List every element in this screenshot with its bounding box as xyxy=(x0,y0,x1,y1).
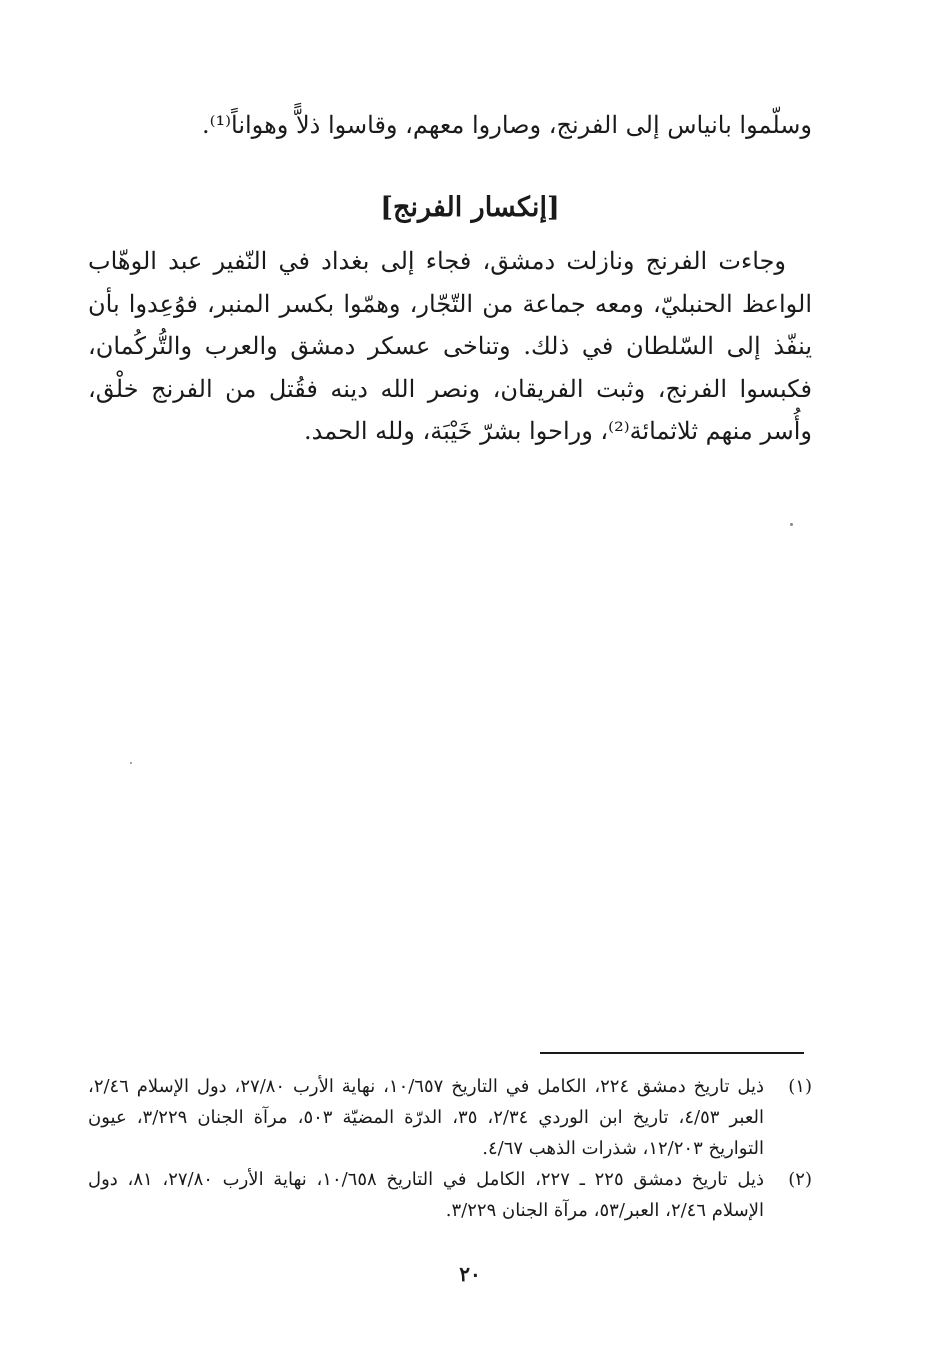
footnote-1 xyxy=(88,1071,812,1164)
footnote-text: ذيل تاريخ دمشق ٢٢٤، الكامل في التاريخ ١٠/٦٥٧، نهاية الأرب ٢٧/٨٠، دول الإسلام ٢/٤٦، العبر ٤/٥٣، تاريخ ابن الوردي ٢/٣٤، ٣٥، الدرّة المضيّة ٥٠٣، مرآة الجنان ٣/٢٢٩، عيون التواريخ ١٢/٢٠٣، شذرات الذهب ٤/٦٧. xyxy=(88,1076,765,1159)
footnote-text: ذيل تاريخ دمشق ٢٢٥ ـ ٢٢٧، الكامل في التاريخ ١٠/٦٥٨، نهاية الأرب ٢٧/٨٠، ٨١، دول الإسلام ٢/٤٦، العبر/٥٣، مرآة الجنان ٣/٢٢٩. xyxy=(88,1169,764,1221)
body-paragraph xyxy=(88,240,812,453)
footnote-number: (٢) xyxy=(788,1169,812,1190)
page-number: ٢٠ xyxy=(459,1262,481,1286)
opening-line: وسلّموا بانياس إلى الفرنج، وصاروا معهم، وقاسوا ذلاًّ وهواناً⁽¹⁾. xyxy=(201,111,812,139)
footnotes xyxy=(88,1071,812,1226)
scan-speck xyxy=(790,523,793,526)
footnote-divider xyxy=(540,1052,804,1054)
body-paragraph-text: وجاءت الفرنج ونازلت دمشق، فجاء إلى بغداد في النّفير عبد الوهّاب الواعظ الحنبليّ، ومعه جماعة من التّجّار، وهمّوا بكسر المنبر، فوُعِدوا بأن ينفّذ إلى السّلطان في ذلك. وتناخى عسكر دمشق والعرب والتُّركُمان، فكبسوا الفرنج، وثبت الفريقان، ونصر الله دينه فقُتل من الفرنج خلْق، وأُسر منهم ثلاثمائة⁽²⁾، وراحوا بشرّ خَيْبَة، ولله الحمد. xyxy=(88,247,812,445)
scan-speck xyxy=(130,762,132,764)
footnote-number: (١) xyxy=(788,1076,812,1097)
footnote-2 xyxy=(88,1164,812,1226)
section-heading: [إنكسار الفرنج] xyxy=(380,192,560,223)
